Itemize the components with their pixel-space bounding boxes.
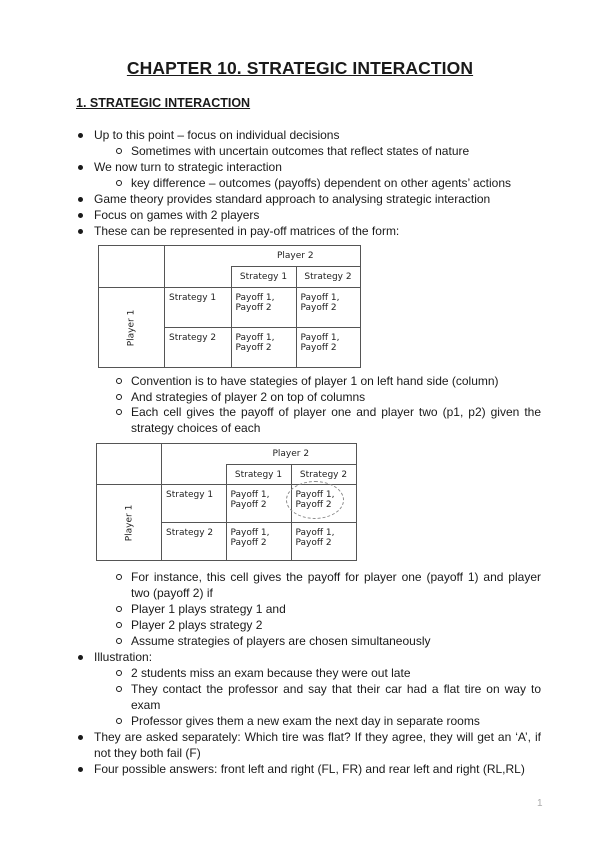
player1-header <box>97 485 162 561</box>
payoff-2: Payoff 2 <box>235 303 272 313</box>
matrix-corner <box>165 267 232 288</box>
matrix-corner <box>162 465 227 485</box>
payoff-2: Payoff 2 <box>235 343 272 353</box>
payoff-2: Payoff 2 <box>295 538 332 548</box>
sub-bullet-item: They contact the professor and say that their car had a flat tire on way to <box>131 682 541 696</box>
payoff-cell <box>296 288 360 328</box>
col-strategy2-header: Strategy 2 <box>291 465 356 485</box>
payoff-cell <box>226 485 291 523</box>
bullet-item: These can be represented in pay-off matrices of the form: <box>94 224 400 238</box>
payoff-1: Payoff 1, <box>295 528 335 538</box>
payoff-cell <box>296 328 360 368</box>
payoff-matrix-1 <box>98 245 361 368</box>
payoff-cell <box>231 288 296 328</box>
player1-label: Player 1 <box>124 504 134 541</box>
sub-bullet-item: Player 2 plays strategy 2 <box>131 618 263 632</box>
matrix-corner <box>97 465 162 485</box>
matrix-corner <box>162 444 227 465</box>
col-strategy1-header: Strategy 1 <box>226 465 291 485</box>
sub-bullet-item: For instance, this cell gives the payoff for player one (payoff 1) and player <box>131 570 541 584</box>
payoff-2: Payoff 2 <box>230 500 267 510</box>
bullet-item: Up to this point – focus on individual decisions <box>94 128 340 142</box>
payoff-1: Payoff 1, <box>235 333 275 343</box>
sub-bullet-item: Player 1 plays strategy 1 and <box>131 602 286 616</box>
bullet-item: Illustration: <box>94 650 153 664</box>
sub-bullet-item: Professor gives them a new exam the next day in separate rooms <box>131 714 480 728</box>
col-strategy2-header: Strategy 2 <box>296 267 360 288</box>
bullet-item: They are asked separately: Which tire was flat? If they agree, they will get an ‘A’, if <box>94 730 541 744</box>
payoff-2: Payoff 2 <box>300 343 337 353</box>
player2-header: Player 2 <box>226 444 356 465</box>
continuation-line: strategy choices of each <box>131 421 261 435</box>
payoff-cell <box>231 328 296 368</box>
player1-label: Player 1 <box>126 309 137 346</box>
payoff-cell <box>291 523 356 561</box>
payoff-1: Payoff 1, <box>295 490 335 500</box>
row-strategy1-header: Strategy 1 <box>162 485 227 523</box>
highlight-circle <box>286 481 344 519</box>
player2-header: Player 2 <box>231 246 360 267</box>
continuation-line: exam <box>131 698 161 712</box>
matrix-corner <box>165 246 232 267</box>
bullet-item: We now turn to strategic interaction <box>94 160 282 174</box>
payoff-2: Payoff 2 <box>230 538 267 548</box>
chapter-title: CHAPTER 10. STRATEGIC INTERACTION <box>126 58 474 78</box>
col-strategy1-header: Strategy 1 <box>231 267 296 288</box>
payoff-1: Payoff 1, <box>230 490 270 500</box>
payoff-1: Payoff 1, <box>300 293 340 303</box>
page-number: 1 <box>537 798 543 809</box>
sub-bullet-item: Each cell gives the payoff of player one and player two (p1, p2) given the <box>131 405 541 419</box>
sub-bullet-item: key difference – outcomes (payoffs) dependent on other agents’ actions <box>131 176 512 190</box>
row-strategy1-header: Strategy 1 <box>165 288 232 328</box>
row-strategy2-header: Strategy 2 <box>162 523 227 561</box>
payoff-2: Payoff 2 <box>300 303 337 313</box>
player1-header <box>99 288 165 368</box>
section-heading: 1. STRATEGIC INTERACTION <box>76 96 251 110</box>
matrix-corner <box>99 267 165 288</box>
bullet-item: Four possible answers: front left and right (FL, FR) and rear left and right (RL,RL) <box>94 762 525 776</box>
continuation-line: two (payoff 2) if <box>131 586 213 600</box>
matrix-corner <box>97 444 162 465</box>
continuation-line: not they both fail (F) <box>94 746 201 760</box>
bullet-item: Focus on games with 2 players <box>94 208 260 222</box>
payoff-1: Payoff 1, <box>300 333 340 343</box>
row-strategy2-header: Strategy 2 <box>165 328 232 368</box>
payoff-cell <box>226 523 291 561</box>
payoff-2: Payoff 2 <box>295 500 332 510</box>
matrix-corner <box>99 246 165 267</box>
sub-bullet-item: Convention is to have stategies of player 1 on left hand side (column) <box>131 374 499 388</box>
sub-bullet-item: 2 students miss an exam because they were out late <box>131 666 411 680</box>
sub-bullet-item: And strategies of player 2 on top of columns <box>131 390 366 404</box>
bullet-item: Game theory provides standard approach to analysing strategic interaction <box>94 192 491 206</box>
payoff-1: Payoff 1, <box>235 293 275 303</box>
payoff-1: Payoff 1, <box>230 528 270 538</box>
sub-bullet-item: Assume strategies of players are chosen simultaneously <box>131 634 431 648</box>
sub-bullet-item: Sometimes with uncertain outcomes that reflect states of nature <box>131 144 470 158</box>
